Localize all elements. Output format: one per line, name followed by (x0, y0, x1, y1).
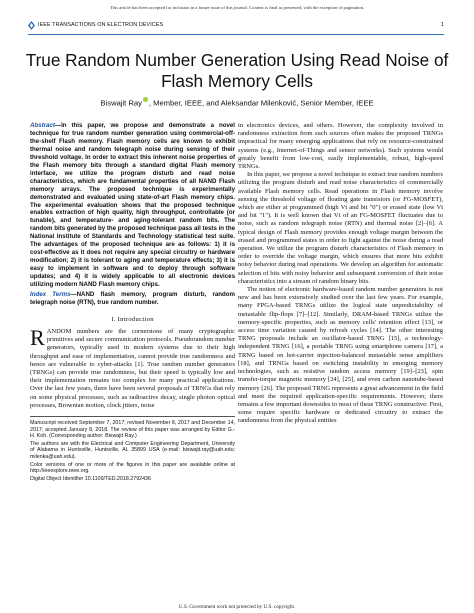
index-terms-label: Index Terms (30, 291, 71, 299)
body-paragraph: The notion of electronic hardware-based random number generators is not new and has been extensively studied over the last few years. For example, many FPGA-based TRNGs utilize the logical state unpredictability of metastable flip-flops [7]–[12]. Similarly, DRAM-based TRNGs utilize the memory-specific properties, such as memory cells' retention effect [13], or access time variation caused by refresh cycles [14]. The other interesting TRNG proposals include an oscillator-based TRNG [15], a technology-independent TRNG [16], a portable TRNG using smartphone camera [17], a TRNG based on hot-carrier injection-balanced metastable sense amplifiers [18], and TRNGs based on switching instability in emerging memory technologies, such as resistive random access memory [19]–[23], spin transfer-torque magnetic memory [24], [25], and even carbon nanotube-based memory [26]. The proposed TRNG represents a great advancement in the field and meet the required application-specific requirements. However, there remains a few important downsides to most of these TRNG constructive: First, some require specific hardware or dedicated circuitry to extract the randomness from the physical entities (238, 286, 443, 425)
body-paragraph: In this paper, we propose a novel technique to extract true random numbers utilizing the program disturb and read noise characteristics of commercially available Flash memory cells. Read operations in Flash memory involve sensing the threshold voltage of floating gate transistors (or FG-MOSFET), which are either at programmed (high Vt and bit "0") or erased state (low Vt and bit "1"). It is well known that Vt of an FG-MOSFET fluctuates due to noise, such as random telegraph noise (RTN) and thermal noise [2]–[6]. A typical design of Flash memory provides enough voltage margin between the erased and programmed states in order to fight against the noise during a read operation. We utilize the program disturb characteristics of Flash memory in order to override the voltage margin, which ensures that more bits exhibit noisy behavior during read operations. We develop an algorithm for automatic selection of bits with noisy behavior and subsequent conversion of their noise characteristics into a stream of random binary bits. (238, 171, 443, 285)
author-line (20, 97, 454, 108)
section-heading-introduction: I. Introduction (111, 315, 154, 323)
index-terms (30, 291, 235, 307)
journal-header (28, 20, 444, 35)
footnote-manuscript: Manuscript received September 7, 2017; revised November 8, 2017 and December 14, 2017; accepted January 8, 2018. The review of this paper was arranged by Editor G.-H. Koh. (Corresponding author: Biswajit Ray.) (30, 419, 235, 440)
left-column (30, 122, 235, 483)
introduction-paragraph (30, 324, 235, 410)
author-affiliation: , Member, IEEE, and Aleksandar Milenković, Senior Member, IEEE (148, 98, 374, 108)
abstract-text: In this paper, we propose and demonstrate a novel technique for true random number generation using commercial-off-the-shelf Flash memory. Flash memory cells are known to exhibit thermal noise and random telegraph noise during sensing of their threshold voltage. In order to extract this inherent noise properties of the Flash memory bits through a standard digital Flash memory interface, we utilize the program disturb and read noise characteristics, which are fundamental properties of all NAND Flash memory arrays. The proposed technique is experimentally demonstrated and evaluated using state-of-art Flash memory chips. The experimental evaluation shows that the proposed technique enables extraction of high quality, high throughput, controllable (or tunable), and temperature- and aging-tolerant random bits. The random bits generated by the proposed technique pass all tests in the National Institute of Standards and Technology statistical test suite. The advantages of the proposed technique are as follows: 1) it is cost-effective as it does not require any special circuitry or hardware modification; 2) it is tolerant to aging and temperature effects; 3) it is easy to implement in software and to deploy through software updates; and 4) it is widely applicable to all electronic devices utilizing modern NAND Flash memory chips. (30, 122, 235, 289)
abstract (30, 122, 235, 289)
introduction-text: ANDOM numbers are the cornerstone of many cryptographic primitives and secure communication protocols. Pseudorandom number generators, typically used in modern systems due to their high throughput and ease of implementation, cannot provide true randomness and hence are vulnerable to cyber-attacks [1]. True random number generators (TRNGs) can provide true randomness, but their speed is typically low and their implementation remains too complex for many practical applications. Over the last few years, there have been several proposals of TRNGs that rely on some physical processes, such as radioactive decay, single photon optical processes, Brownian motion, clock jitters, noise (30, 327, 235, 409)
index-terms-dash: — (70, 291, 77, 299)
footnote-color-versions: Color versions of one or more of the figures in this paper are available online at http://ieeexplore.ieee.org. (30, 461, 235, 475)
footnote-doi: Digital Object Identifier 10.1109/TED.2018.2792436 (30, 475, 151, 482)
footnotes (30, 416, 235, 482)
author-name: Biswajit Ray (100, 98, 142, 108)
body-paragraph: in electronics devices, and others. However, the complexity involved in randomness extraction from such sources often makes the proposed TRNGs impractical for many emerging applications that rely on resource-constrained systems (e.g., Internet-of-Things and sensor networks). Such systems would greatly benefit from low-cost, easily implementable, robust, high-speed TRNGs. (238, 122, 443, 171)
abstract-dash: — (54, 122, 62, 129)
abstract-label: Abstract (30, 122, 55, 129)
acceptance-notice: This article has been accepted for inclusion in a future issue of this journal. Content is final as presented, with the exception of pagination. (109, 5, 365, 10)
orcid-icon[interactable] (143, 97, 148, 102)
index-terms-text: NAND flash memory, program disturb, random telegraph noise (RTN), true random number. (30, 291, 235, 306)
journal-name: IEEE TRANSACTIONS ON ELECTRON DEVICES (38, 22, 164, 28)
page-number: 1 (440, 22, 444, 28)
copyright-footer: U.S. Government work not protected by U.S. copyright. (178, 604, 296, 610)
footnote-affiliation: The authors are with the Electrical and Computer Engineering Department, University of Alabama in Huntsville, Huntsville, AL 35899 USA (e-mail: biswajit.ray@uah.edu; milenka@uah.edu). (30, 440, 235, 460)
ieee-logo-icon (28, 21, 35, 30)
paper-title: True Random Number Generation Using Read Noise of Flash Memory Cells (25, 50, 449, 91)
drop-cap: R (30, 324, 45, 350)
right-column (238, 122, 443, 426)
